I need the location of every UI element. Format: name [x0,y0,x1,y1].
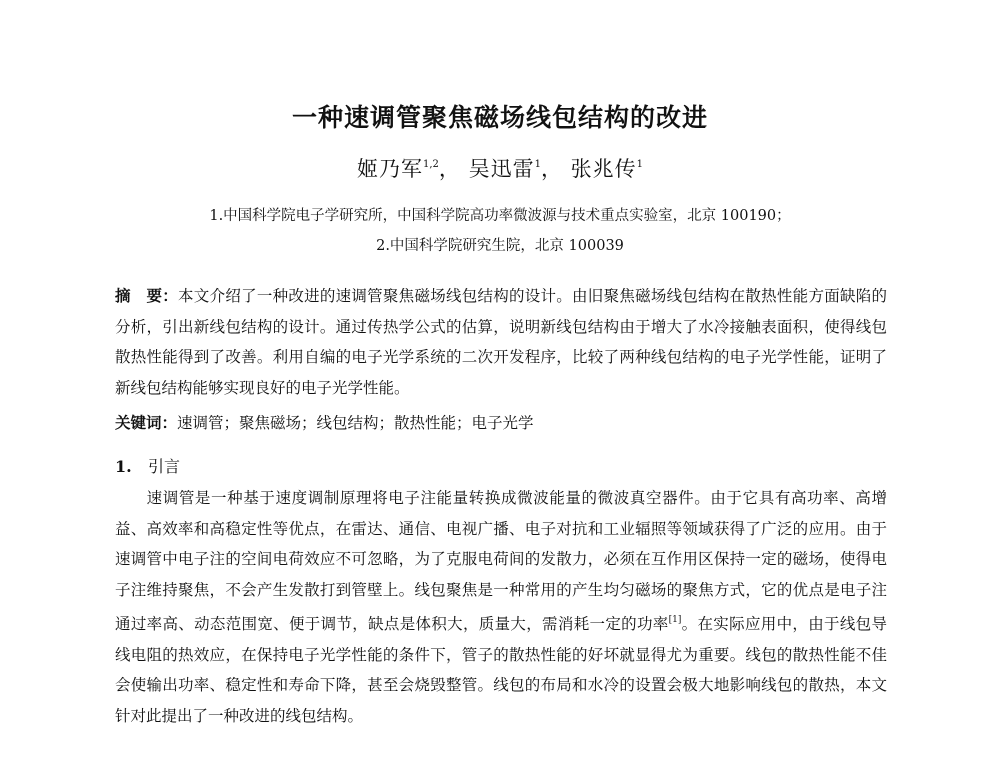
section-heading [115,452,180,482]
author-separator: ， [540,157,563,181]
author-name: 张兆传 [570,157,637,181]
section-number: 1. [115,457,132,476]
author-affiliation-mark: 1 [534,159,541,170]
abstract [115,281,887,403]
section-title: 引言 [148,457,181,476]
keywords-text: 速调管；聚焦磁场；线包结构；散热性能；电子光学 [177,414,534,432]
author-name: 吴迅雷 [468,157,535,181]
author-name: 姬乃军 [356,157,423,181]
citation-link[interactable]: [1] [668,615,682,625]
affiliation-2: 2.中国科学院研究生院，北京 100039 [376,238,624,254]
author-affiliation-mark: 1,2 [422,159,439,170]
author-separator: ， [438,157,461,181]
keywords [115,408,887,439]
paper-title: 一种速调管聚焦磁场线包结构的改进 [291,103,708,132]
section-body [115,483,887,731]
keywords-label: 关键词： [115,414,178,432]
abstract-label: 摘 要： [115,287,179,305]
abstract-text: 本文介绍了一种改进的速调管聚焦磁场线包结构的设计。由旧聚焦磁场线包结构在散热性能方面缺陷的分析，引出新线包结构的设计。通过传热学公式的估算，说明新线包结构由于增大了水冷接触表面积，使得线包散热性能得到了改善。利用自编的电子光学系统的二次开发程序，比较了两种线包结构的电子光学性能，证明了新线包结构能够实现良好的电子光学性能。 [115,287,887,397]
author-affiliation-mark: 1 [636,159,644,170]
author-list [0,153,1000,183]
affiliation-1: 1.中国科学院电子学研究所，中国科学院高功率微波源与技术重点实验室，北京 100190； [209,208,791,224]
body-text-part1: 速调管是一种基于速度调制原理将电子注能量转换成微波能量的微波真空器件。由于它具有高功率、高增益、高效率和高稳定性等优点，在雷达、通信、电视广播、电子对抗和工业辐照等领域获得了广泛的应用。由于速调管中电子注的空间电荷效应不可忽略，为了克服电荷间的发散力，必须在互作用区保持一定的磁场，使得电子注维持聚焦，不会产生发散打到管壁上。线包聚焦是一种常用的产生均匀磁场的聚焦方式，它的优点是电子注通过率高、动态范围宽、便于调节，缺点是体积大，质量大，需消耗一定的功率 [115,489,887,633]
body-text-part2: 。在实际应用中，由于线包导线电阻的热效应，在保持电子光学性能的条件下，管子的散热性能的好坏就显得尤为重要。线包的散热性能不佳会使输出功率、稳定性和寿命下降，甚至会烧毁整管。线包的布局和水冷的设置会极大地影响线包的散热，本文针对此提出了一种改进的线包结构。 [115,615,887,725]
